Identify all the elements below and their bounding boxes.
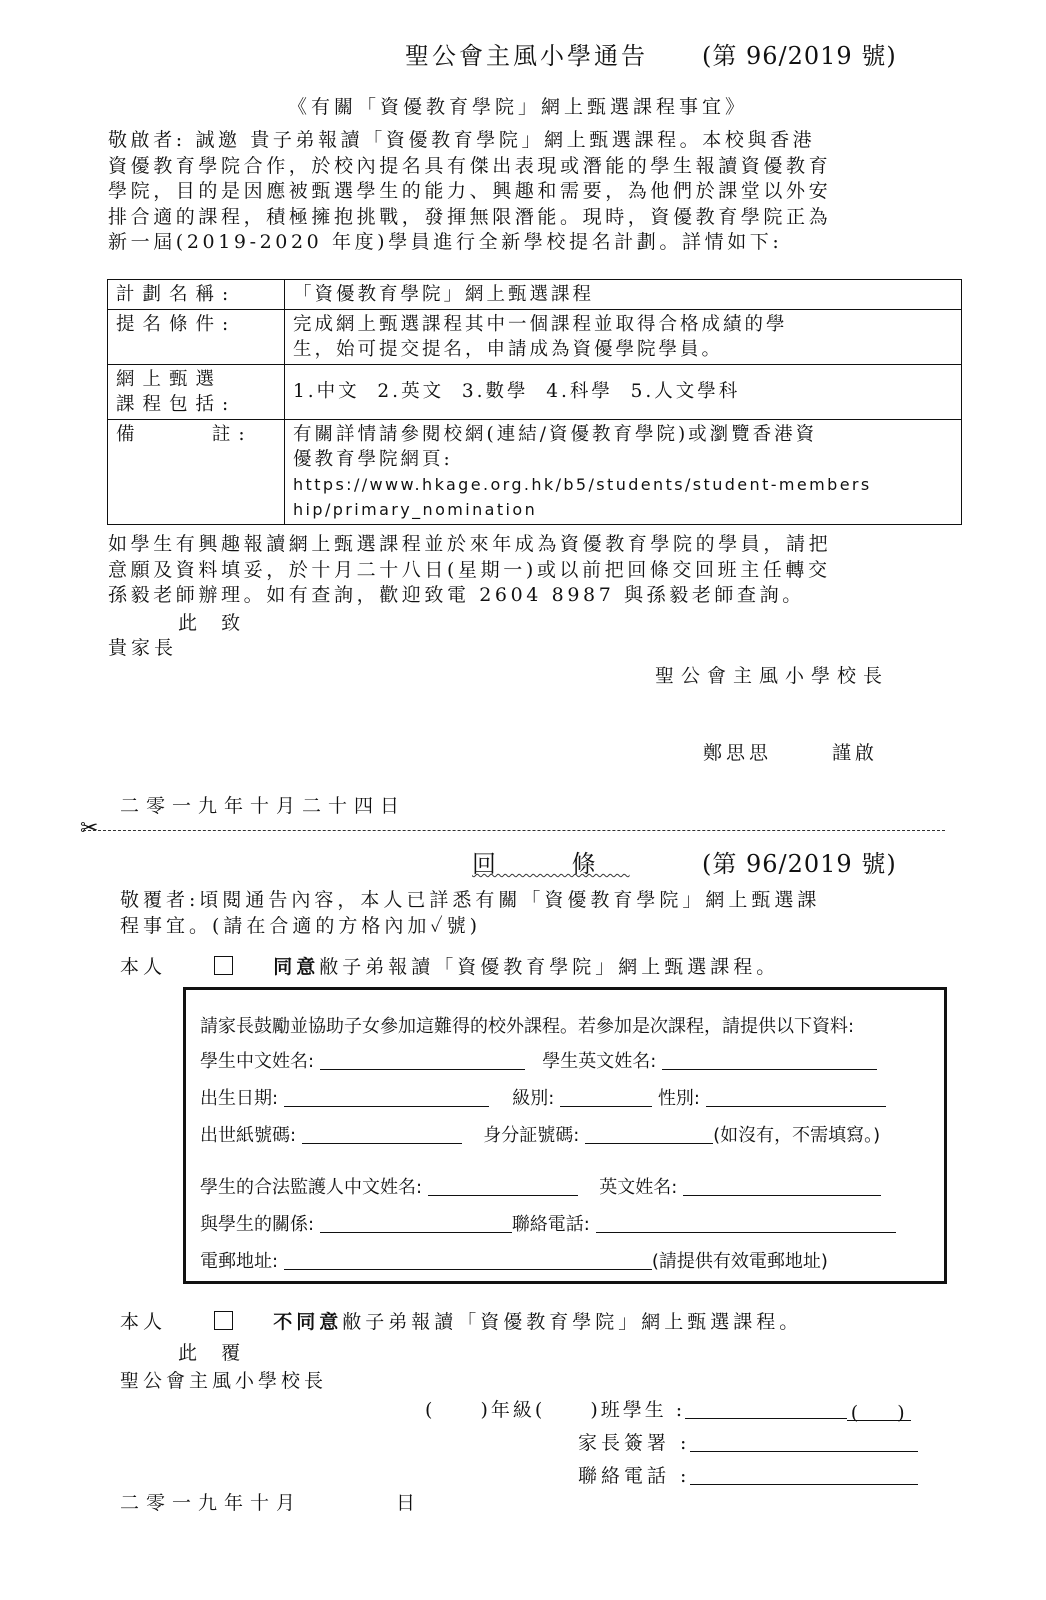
guardian-en-field[interactable] (683, 1177, 881, 1196)
parent-sign-row (578, 1428, 918, 1455)
contact-phone-field[interactable] (690, 1466, 918, 1485)
row-key: 計劃名稱: (108, 280, 285, 310)
closing-line: 意願及資料填妥，於十月二十八日(星期一)或以前把回條交回班主任轉交 (108, 558, 831, 581)
scissors-icon: ✂ (80, 816, 99, 841)
email-note: (請提供有效電郵地址) (651, 1251, 828, 1272)
website-url[interactable]: hip/primary_nomination (293, 500, 538, 519)
contact-phone-label: 聯絡電話 : (578, 1465, 691, 1487)
disagree-row (120, 1307, 802, 1334)
grade-label: )年級( (480, 1399, 546, 1421)
reply-slip-title: 回 條 (472, 850, 630, 878)
agree-keyword: 同意 (273, 956, 320, 978)
id-no-field[interactable] (585, 1125, 713, 1144)
table-row (108, 310, 962, 365)
ci-fu: 此 覆 (178, 1342, 245, 1364)
reply-notice-number: (第 96/2019 號) (702, 850, 897, 878)
birth-cert-label: 出世紙號碼: (200, 1125, 297, 1146)
notice-title: 聖公會主風小學通告 (405, 42, 648, 70)
row-value: 有關詳情請參閱校網(連結/資優教育學院)或瀏覽香港資 優教育學院網頁: https://www.hkage.org.hk/b5/students/student-members hip/primary_nomination (285, 420, 962, 525)
reply-addressee: 聖公會主風小學校長 (120, 1370, 328, 1392)
guardian-cn-label: 學生的合法監護人中文姓名: (200, 1177, 423, 1198)
class-label: )班學生 : (590, 1399, 686, 1421)
row-key: 網上甄選 課程包括: (108, 365, 285, 420)
phone-field[interactable] (596, 1214, 896, 1233)
cut-line (83, 830, 945, 831)
id-note: (如沒有，不需填寫。) (713, 1125, 881, 1146)
row-key: 提名條件: (108, 310, 285, 365)
form-intro: 請家長鼓勵並協助子女參加這難得的校外課程。若參加是次課程，請提供以下資料: (200, 1016, 855, 1037)
grade-label: 級別: (512, 1088, 555, 1109)
phone-label: 聯絡電話: (511, 1214, 590, 1235)
addressee: 貴家長 (108, 637, 178, 659)
student-number-field[interactable]: ( ) (847, 1402, 911, 1421)
reply-date: 二零一九年十月 (120, 1492, 303, 1514)
guardian-en-label: 英文姓名: (599, 1177, 678, 1198)
gender-label: 性別: (657, 1088, 700, 1109)
intro-line: 資優教育學院合作，於校內提名具有傑出表現或潛能的學生報讀資優教育 (108, 154, 832, 177)
student-info-form (183, 987, 947, 1284)
intro-line: 新一屆(2019-2020 年度)學員進行全新學校提名計劃。詳情如下: (108, 231, 783, 253)
agree-text: 敝子弟報讀「資優教育學院」網上甄選課程。 (319, 956, 780, 978)
row-value: 完成網上甄選課程其中一個課程並取得合格成績的學 生，始可提交提名，申請成為資優學院學員。 (285, 310, 962, 365)
relation-field[interactable] (320, 1214, 512, 1233)
website-url[interactable]: https://www.hkage.org.hk/b5/students/student-members (293, 475, 872, 494)
row-key: 備 註: (108, 420, 285, 525)
table-row (108, 365, 962, 420)
closing-line: 如學生有興趣報讀網上甄選課程並於來年成為資優教育學院的學員，請把 (108, 533, 832, 555)
notice-subject: 《有關「資優教育學院」網上甄選課程事宜》 (288, 96, 749, 118)
birth-cert-field[interactable] (302, 1125, 462, 1144)
notice-number: (第 96/2019 號) (702, 42, 897, 70)
table-row (108, 420, 962, 525)
dob-field[interactable] (284, 1088, 489, 1107)
reply-intro-line: 敬覆者:頃閱通告內容，本人已詳悉有關「資優教育學院」網上甄選課 (120, 889, 821, 911)
dob-label: 出生日期: (200, 1088, 279, 1109)
programme-info-table (107, 279, 962, 525)
id-no-label: 身分証號碼: (483, 1125, 580, 1146)
gender-field[interactable] (706, 1088, 886, 1107)
intro-line: 敬啟者: 誠邀 貴子弟報讀「資優教育學院」網上甄選課程。本校與香港 (108, 129, 816, 151)
email-field[interactable] (284, 1251, 652, 1270)
disagree-text: 敝子弟報讀「資優教育學院」網上甄選課程。 (342, 1311, 803, 1333)
principal-name: 鄭思思 (703, 742, 773, 764)
parent-sign-label: 家長簽署 : (578, 1432, 691, 1454)
chinese-name-row (200, 1047, 877, 1073)
agree-row (120, 952, 779, 979)
agree-checkbox[interactable] (214, 956, 233, 975)
disagree-keyword: 不同意 (273, 1311, 343, 1333)
agree-prefix: 本人 (120, 956, 167, 978)
student-name-field[interactable] (685, 1400, 847, 1419)
disagree-checkbox[interactable] (214, 1311, 233, 1330)
parent-sign-field[interactable] (690, 1433, 918, 1452)
english-name-field[interactable] (662, 1051, 877, 1070)
respectfully: 謹啟 (832, 742, 879, 764)
reply-day: 日 (396, 1492, 416, 1514)
contact-row (578, 1461, 918, 1488)
guardian-row (200, 1173, 881, 1199)
email-label: 電郵地址: (200, 1251, 279, 1272)
grade-field[interactable] (560, 1088, 652, 1107)
row-value: 「資優教育學院」網上甄選課程 (285, 280, 962, 310)
class-row (425, 1395, 911, 1422)
disagree-prefix: 本人 (120, 1311, 167, 1333)
intro-line: 學院，目的是因應被甄選學生的能力、興趣和需要，為他們於課堂以外安 (108, 180, 832, 202)
ci-zhi: 此 致 (178, 612, 245, 634)
closing-paragraph (108, 532, 940, 609)
table-row (108, 280, 962, 310)
closing-line: 孫毅老師辦理。如有查詢，歡迎致電 2604 8987 與孫毅老師查詢。 (108, 584, 805, 606)
notice-date: 二零一九年十月二十四日 (120, 795, 407, 817)
chinese-name-label: 學生中文姓名: (200, 1051, 315, 1072)
guardian-cn-field[interactable] (428, 1177, 578, 1196)
email-row (200, 1247, 828, 1273)
intro-line: 排合適的課程，積極擁抱挑戰，發揮無限潛能。現時，資優教育學院正為 (108, 205, 832, 228)
class-open-paren: ( (425, 1399, 436, 1421)
row-value: 1.中文 2.英文 3.數學 4.科學 5.人文學科 (285, 365, 962, 420)
reply-intro-line: 程事宜。(請在合適的方格內加✓號) (120, 914, 482, 937)
reply-intro (120, 888, 920, 939)
chinese-name-field[interactable] (320, 1051, 525, 1070)
signature-title: 聖公會主風小學校長 (655, 665, 890, 687)
intro-paragraph (108, 128, 940, 256)
english-name-label: 學生英文姓名: (542, 1051, 657, 1072)
relation-label: 與學生的關係: (200, 1214, 315, 1235)
dob-row (200, 1084, 886, 1110)
id-row (200, 1121, 880, 1147)
relation-row (200, 1210, 896, 1236)
